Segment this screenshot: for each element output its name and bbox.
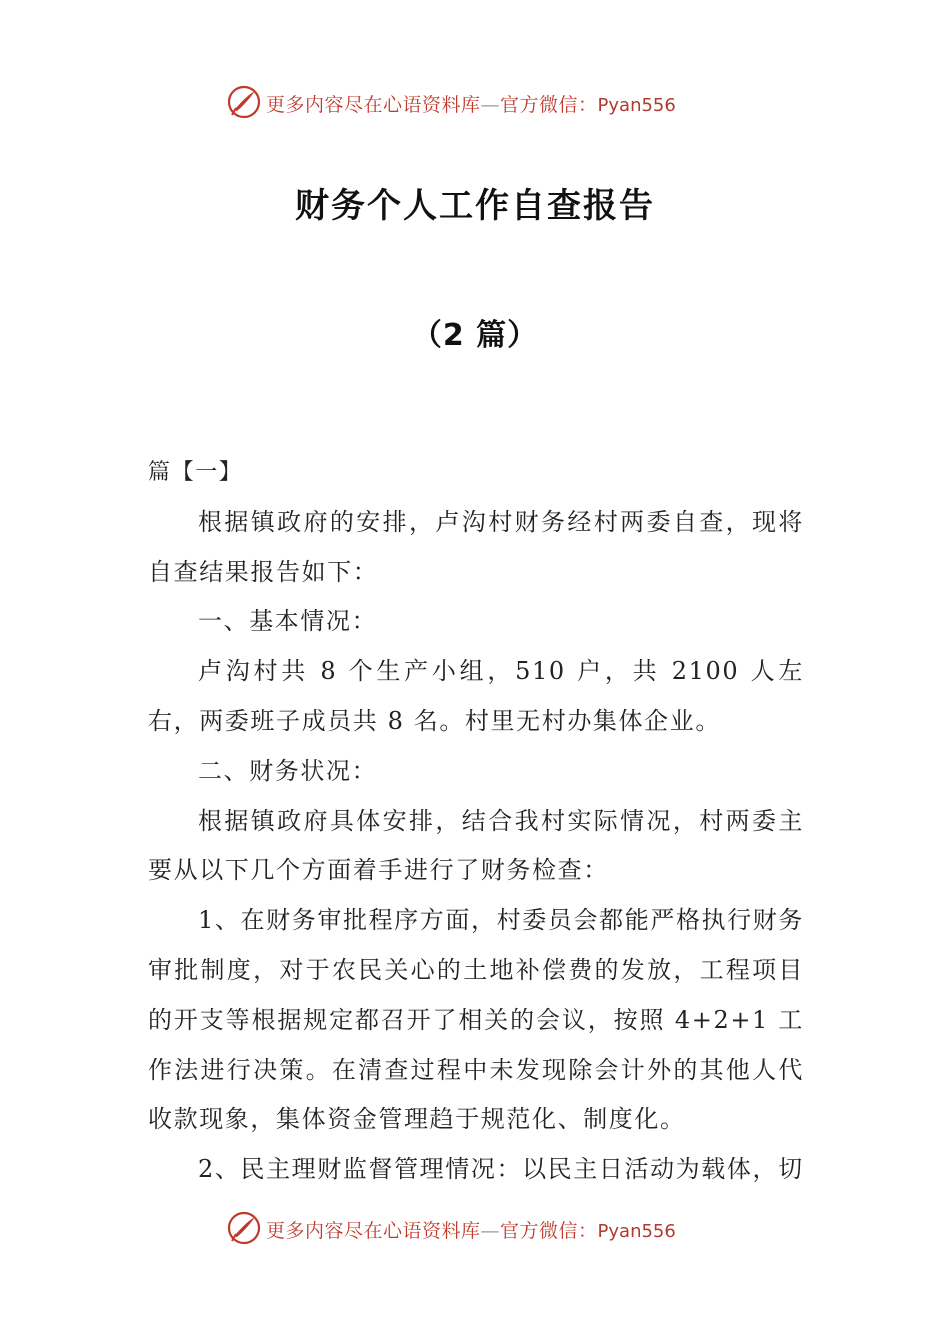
header-watermark-banner [0, 82, 950, 122]
section-heading: 篇【一】 [148, 460, 243, 485]
paragraph: 1、在财务审批程序方面，村委员会都能严格执行财务审批制度，对于农民关心的土地补偿费的发放，工程项目的开支等根据规定都召开了相关的会议，按照 4+2+1 工作法进行决策。在清查过程中未发现除会计外的其他人代收款现象，集体资金管理趋于规范化、制度化。 [148, 906, 804, 1134]
paragraph: 根据镇政府具体安排，结合我村实际情况，村两委主要从以下几个方面着手进行了财务检查： [148, 806, 804, 885]
paragraph-heading: 一、基本情况： [198, 607, 378, 636]
footer-watermark-banner [0, 1208, 950, 1248]
document-title: 财务个人工作自查报告 [295, 186, 655, 226]
document-subtitle: （2 篇） [411, 318, 539, 353]
paragraph: 2、民主理财监督管理情况：以民主日活动为载体，切 [198, 1155, 804, 1184]
paragraph: 根据镇政府的安排，卢沟村财务经村两委自查，现将自查结果报告如下： [148, 507, 804, 586]
quill-logo-icon [226, 1210, 262, 1246]
paragraph-heading: 二、财务状况： [198, 756, 378, 785]
document-body [148, 448, 804, 1195]
watermark-text: 更多内容尽在心语资料库—官方微信：Pyan556 [266, 94, 676, 116]
watermark-text: 更多内容尽在心语资料库—官方微信：Pyan556 [266, 1220, 676, 1242]
paragraph: 卢沟村共 8 个生产小组，510 户，共 2100 人左右，两委班子成员共 8 名。村里无村办集体企业。 [148, 657, 804, 735]
quill-logo-icon [226, 84, 262, 120]
